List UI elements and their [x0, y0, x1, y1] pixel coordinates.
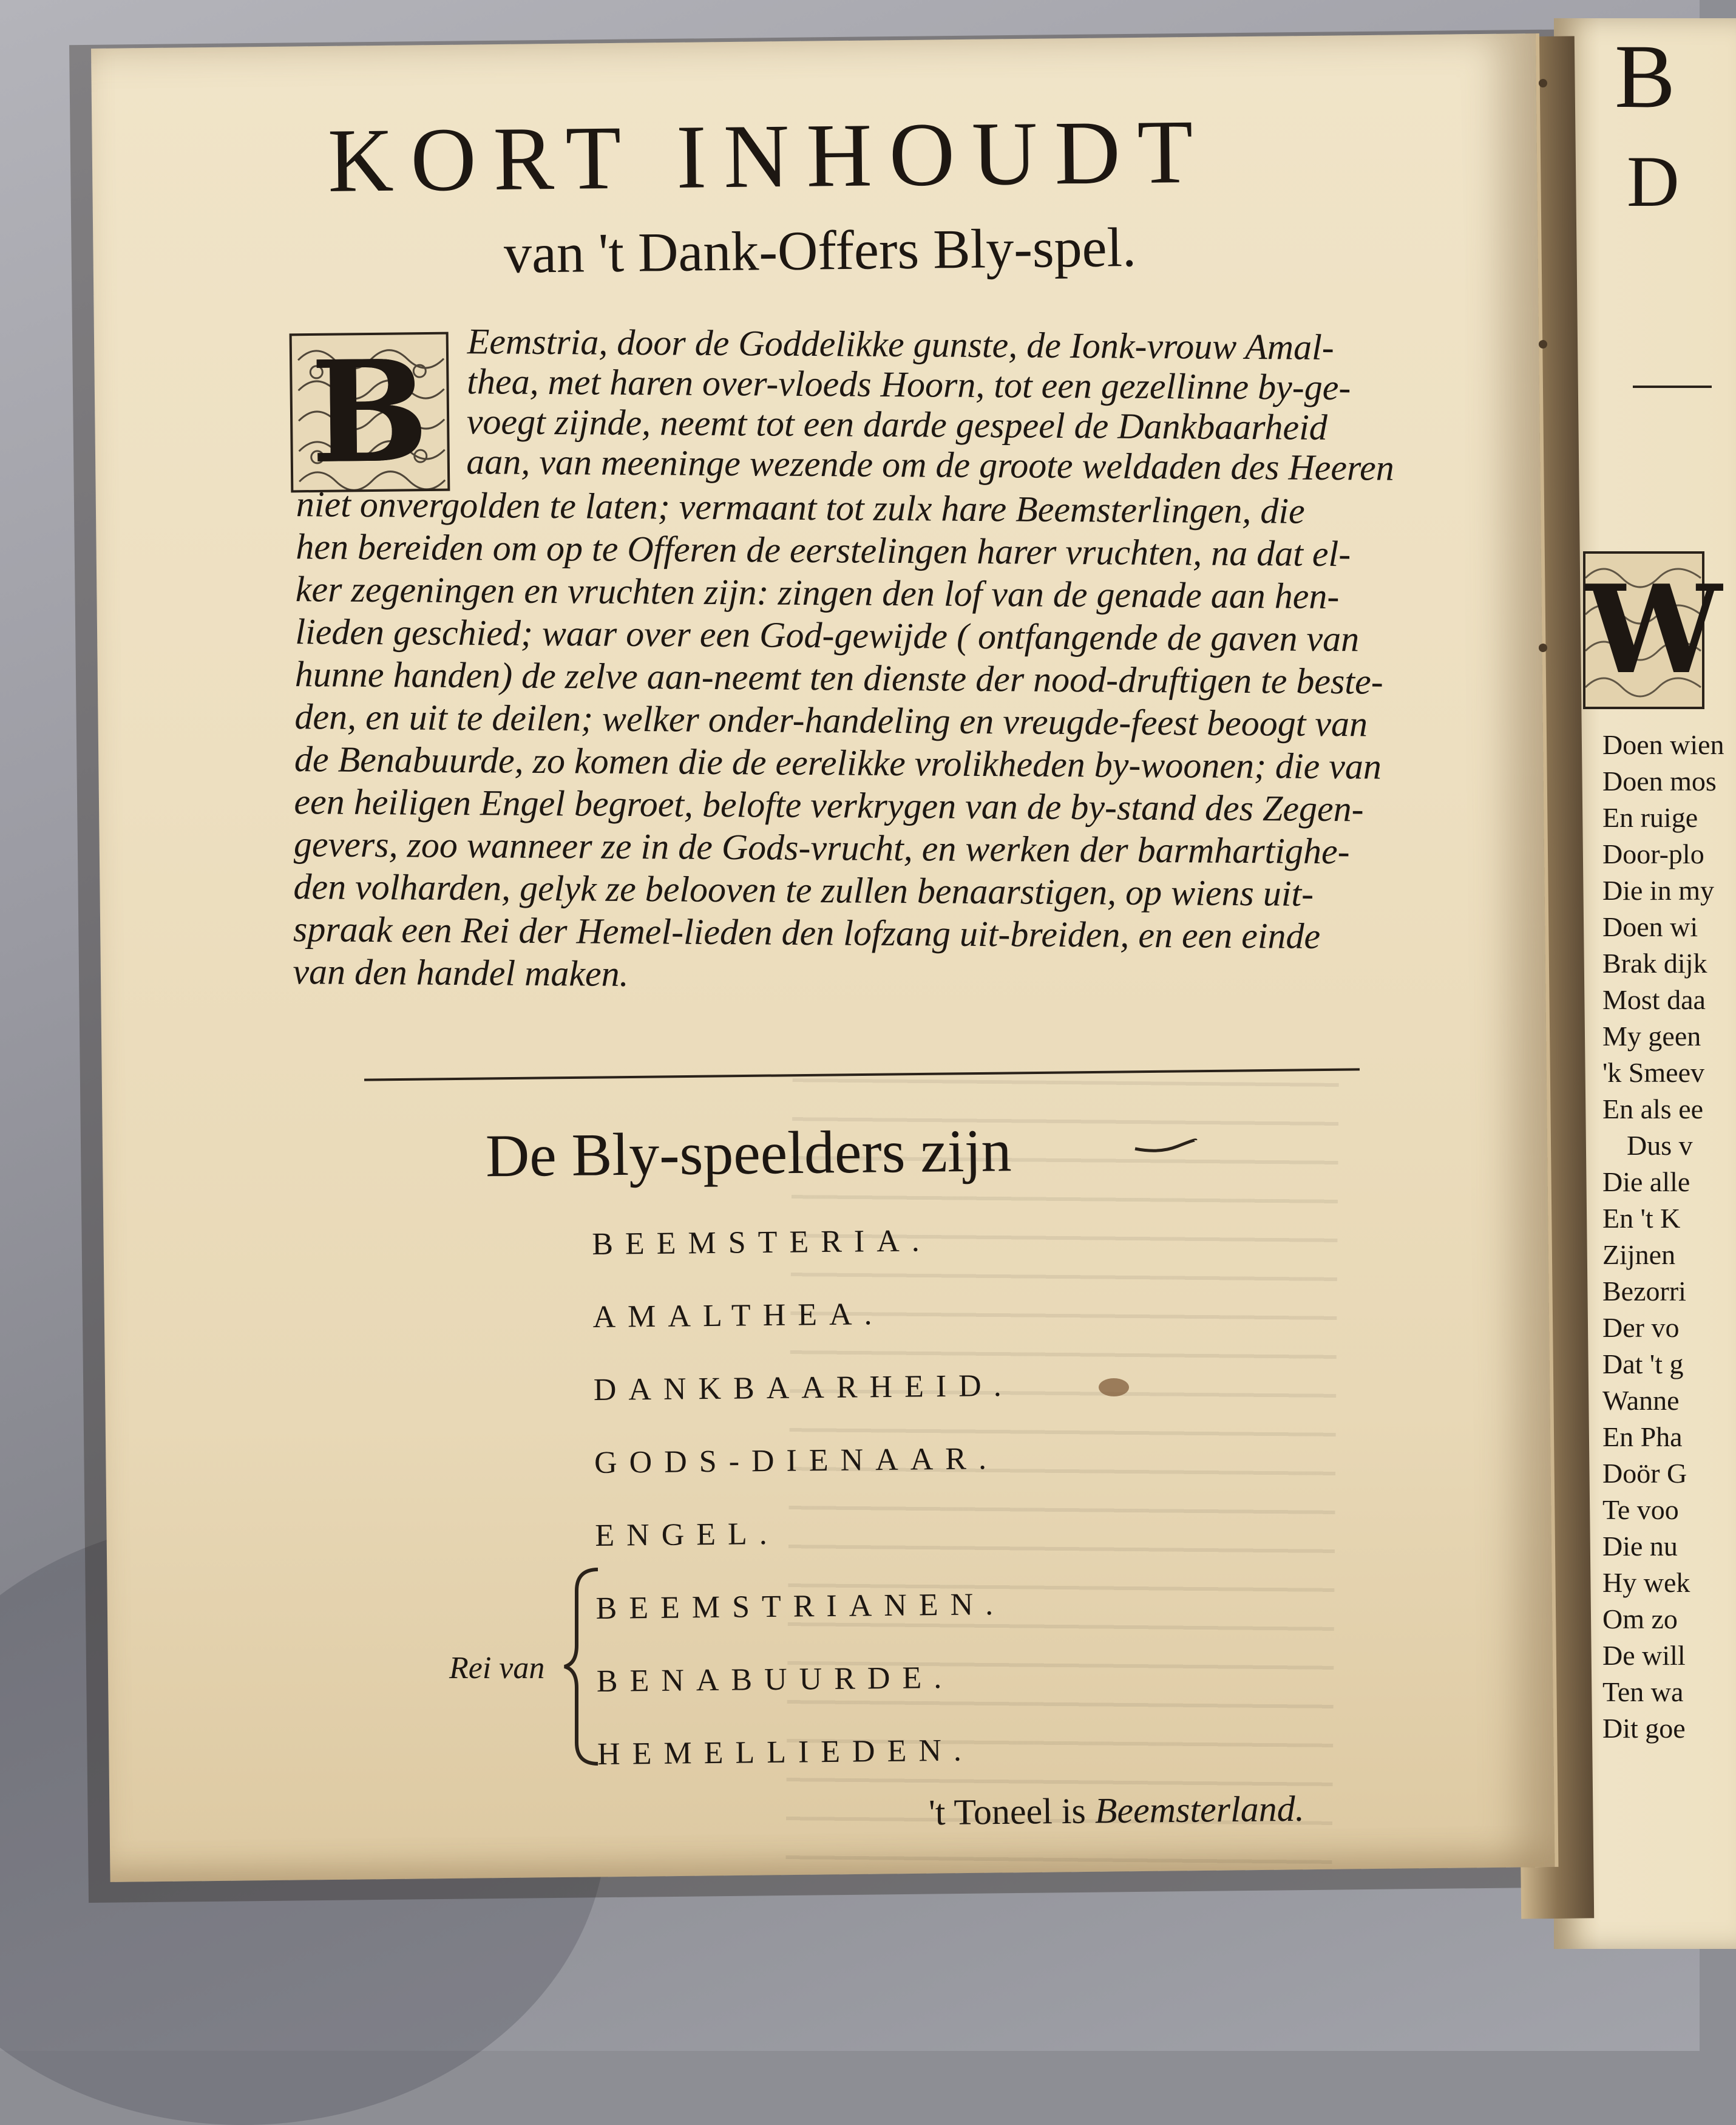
setting-place: Beemsterland. — [1094, 1788, 1305, 1831]
verse-line: Ten wa — [1602, 1676, 1684, 1707]
verse-line: Dus v — [1627, 1130, 1693, 1161]
text-line: voegt zijnde, neemt tot een darde gespeel de Dankbaarheid — [466, 401, 1328, 447]
verse-line: Hy wek — [1602, 1567, 1690, 1598]
text-line: hunne handen) de zelve aan-neemt ten dienste der nood-druftigen te beste- — [294, 654, 1383, 702]
cast-member: ENGEL. — [595, 1516, 780, 1553]
text-line: Eemstria, door de Goddelikke gunste, de Ionk-vrouw Amal- — [467, 321, 1335, 368]
setting-prefix: 't Toneel is — [928, 1790, 1087, 1833]
right-decorated-initial — [1583, 551, 1722, 709]
text-line: spraak een Rei der Hemel-lieden den lofzang uit-breiden, en een einde — [293, 909, 1321, 956]
verse-line: Die alle — [1602, 1166, 1690, 1197]
verse-line: En ruige — [1602, 802, 1698, 833]
verse-line: My geen — [1602, 1021, 1701, 1052]
verse-line: Doen mos — [1602, 766, 1717, 797]
text-line: den, en uit te deilen; welker onder-handeling en vreugde-feest beoogt van — [294, 696, 1368, 744]
dropcap-letter: B — [310, 329, 430, 495]
verse-line: Doen wien — [1602, 729, 1724, 760]
chorus-member: HEMELLIEDEN. — [597, 1733, 974, 1772]
text-line: thea, met haren over-vloeds Hoorn, tot een gezellinne by-ge- — [467, 361, 1351, 408]
text-line: van den handel maken. — [293, 951, 629, 994]
verse-line: Om zo — [1602, 1603, 1678, 1634]
verse-line: Wanne — [1602, 1385, 1680, 1416]
text-line: niet onvergolden te laten; vermaant tot zulx hare Beemsterlingen, die — [296, 484, 1305, 531]
verse-line: En 't K — [1602, 1203, 1681, 1234]
verse-line: Dit goe — [1602, 1713, 1686, 1744]
cast-member: DANKBAARHEID. — [593, 1368, 1014, 1407]
cast-member: AMALTHEA. — [592, 1296, 884, 1334]
verse-line: Bezorri — [1602, 1276, 1686, 1307]
verse-line: Dat 't g — [1602, 1348, 1684, 1379]
binding-stitch — [1539, 644, 1547, 652]
binding-stitch — [1539, 79, 1547, 87]
cast-member: GODS-DIENAAR. — [594, 1441, 999, 1480]
text-line: een heiligen Engel begroet, belofte verkrygen van de by-stand des Zegen- — [294, 781, 1364, 829]
verse-line: Te voo — [1602, 1494, 1679, 1525]
text-line: hen bereiden om op te Offeren de eerstelingen harer vruchten, na dat el- — [296, 526, 1351, 574]
verse-line: Doen wi — [1602, 911, 1698, 942]
cast-member: BEEMSTERIA. — [592, 1223, 932, 1262]
verse-line: Door-plo — [1602, 838, 1704, 869]
decorated-initial — [290, 329, 450, 495]
text-line: gevers, zoo wanneer ze in de Gods-vrucht, en werken der barmhartighe- — [293, 824, 1350, 872]
verse-line: Die nu — [1602, 1531, 1678, 1562]
text-line: den volharden, gelyk ze belooven te zullen benaarstigen, op wiens uit- — [293, 866, 1314, 914]
right-dropcap-letter: W — [1585, 559, 1722, 701]
chorus-label: Rei van — [449, 1651, 545, 1685]
verse-line: Brak dijk — [1602, 948, 1707, 979]
page-title: KORT INHOUDT — [327, 101, 1211, 211]
text-line: lieden geschied; waar over een God-gewijde ( ontfangende de gaven van — [295, 611, 1360, 659]
verse-line: En Pha — [1602, 1421, 1683, 1452]
text-line: de Benabuurde, zo komen die de eerelikke vrolikheden by-woonen; die van — [294, 739, 1382, 787]
right-page-subheading: D — [1627, 141, 1680, 222]
setting-line — [929, 1788, 1304, 1834]
verse-line: Most daa — [1602, 984, 1706, 1015]
chorus-member: BENABUURDE. — [596, 1660, 954, 1699]
verse-line: Die in my — [1602, 875, 1714, 906]
verse-line: Der vo — [1602, 1312, 1680, 1343]
chorus-member: BEEMSTRIANEN. — [595, 1586, 1006, 1626]
curly-brace-icon — [561, 1566, 604, 1767]
right-page-divider — [1633, 386, 1712, 388]
verse-line: 'k Smeev — [1602, 1057, 1704, 1088]
text-line: ker zegeningen en vruchten zijn: zingen den lof van de genade aan hen- — [295, 569, 1340, 617]
right-page-heading: B — [1615, 26, 1694, 127]
text-line: aan, van meeninge wezende om de groote weldaden des Heeren — [466, 441, 1395, 488]
cast-heading: De Bly-speelders zijn — [485, 1117, 1012, 1190]
swash-icon — [1135, 1135, 1196, 1154]
paper-stain — [1099, 1378, 1129, 1396]
verse-line: De will — [1602, 1640, 1686, 1671]
verse-line: En als ee — [1602, 1093, 1704, 1124]
verse-line: Zijnen — [1602, 1239, 1676, 1270]
page-subtitle: van 't Dank-Offers Bly-spel. — [503, 216, 1137, 285]
verse-line: Doör G — [1602, 1458, 1687, 1489]
binding-stitch — [1539, 340, 1547, 348]
